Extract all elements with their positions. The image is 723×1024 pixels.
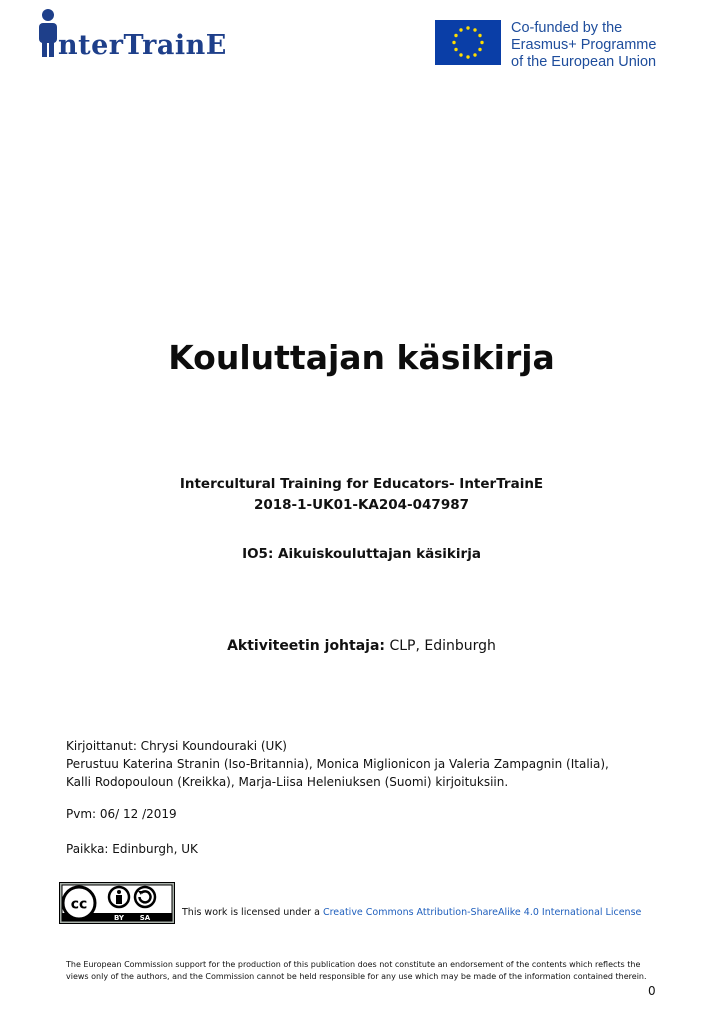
eu-line: Co-funded by the	[511, 20, 623, 36]
intertraine-logo	[36, 6, 256, 62]
eu-line: Erasmus+ Programme	[511, 37, 657, 53]
sa-label: SA	[139, 914, 151, 922]
document-title: Kouluttajan käsikirja	[168, 338, 555, 377]
svg-text:cc: cc	[70, 896, 88, 913]
author-line: Kirjoittanut: Chrysi Koundouraki (UK)	[66, 739, 287, 753]
project-code: 2018-1-UK01-KA204-047987	[253, 497, 470, 513]
output-title: IO5: Aikuiskouluttajan käsikirja	[242, 546, 481, 562]
share-alike-icon	[135, 887, 155, 907]
attribution-icon	[109, 887, 129, 907]
license-prefix: This work is licensed under a	[182, 907, 323, 918]
eu-line: of the European Union	[511, 54, 657, 70]
svg-text:nterTrainE: nterTrainE	[58, 30, 227, 61]
activity-lead-label: Aktiviteetin johtaja:	[227, 638, 386, 654]
activity-lead-value: CLP, Edinburgh	[385, 638, 496, 654]
contributors-line: Perustuu Katerina Stranin (Iso-Britannia), Monica Miglionicon ja Valeria Zampagnin (Italia), Kalli Rodopouloun (Kreikka), Marja-Liisa Heleniuksen (Suomi) kirjoituksiin.	[66, 757, 609, 789]
page-number: 0	[648, 984, 656, 998]
person-icon	[39, 9, 57, 57]
cc-by-sa-badge[interactable]	[59, 882, 175, 924]
license-link[interactable]: Creative Commons Attribution-ShareAlike 4.0 International License	[322, 907, 642, 918]
license-text	[182, 907, 641, 918]
by-label: BY	[113, 914, 125, 922]
activity-lead	[0, 638, 723, 654]
disclaimer: The European Commission support for the production of this publication does not constitute an endorsement of the contents which reflects the views only of the authors, and the Commission cannot be held responsible for any use which may be made of the information contained therein.	[66, 960, 647, 981]
eu-flag-icon	[435, 20, 501, 65]
cc-icon	[63, 887, 95, 919]
place-line: Paikka: Edinburgh, UK	[66, 842, 198, 856]
eu-cofunded-logo	[435, 20, 656, 71]
eu-cofunded-text	[511, 20, 656, 71]
project-name: Intercultural Training for Educators- InterTrainE	[179, 476, 544, 492]
date-line: Pvm: 06/ 12 /2019	[66, 807, 177, 821]
